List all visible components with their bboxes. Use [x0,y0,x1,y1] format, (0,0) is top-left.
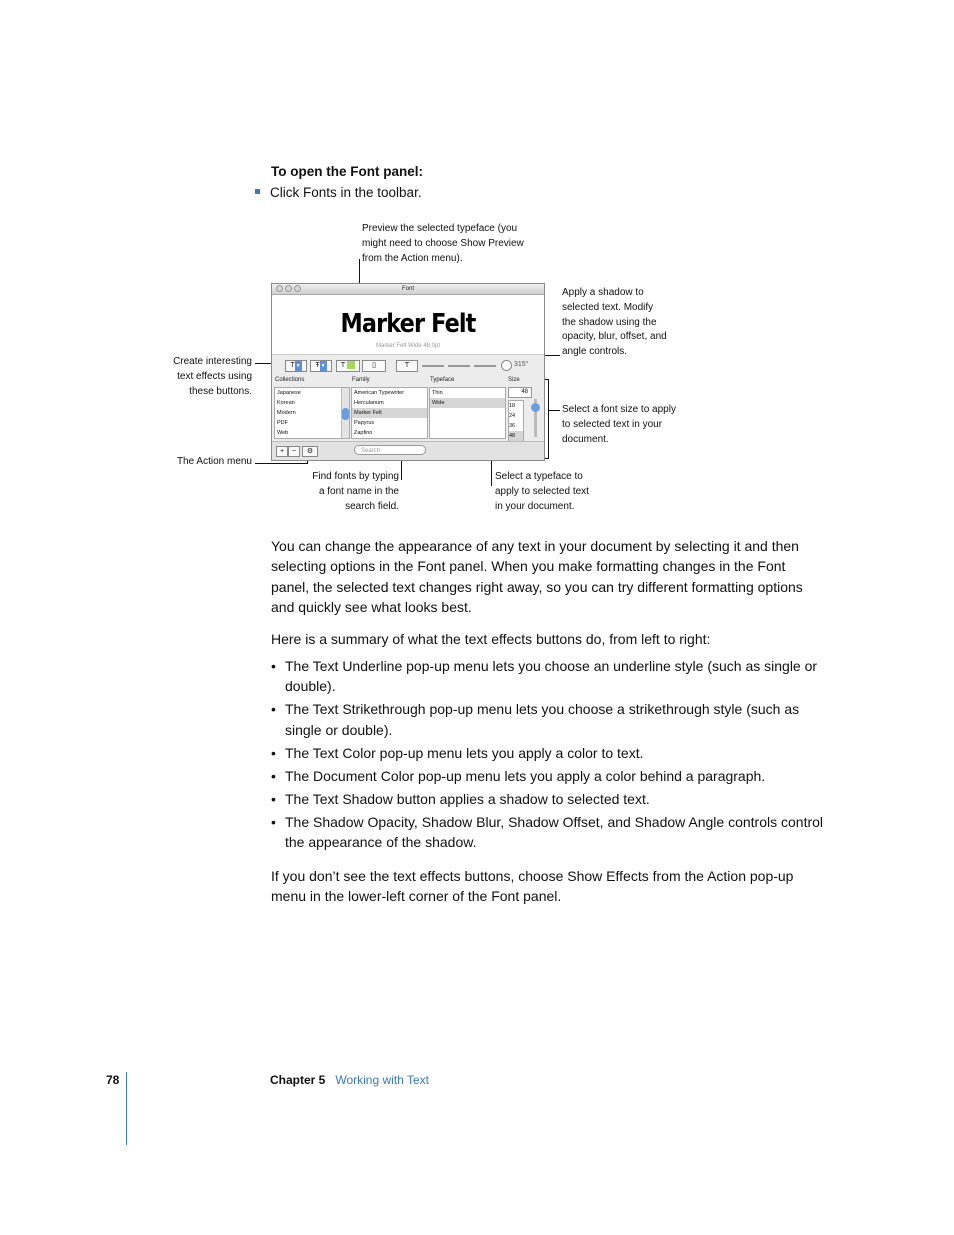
color-swatch-icon [347,361,355,369]
chapter-title-link[interactable]: Working with Text [335,1073,429,1087]
effects-bar [272,354,544,378]
leader-line [255,463,307,464]
section-heading: To open the Font panel: [271,164,423,179]
size-slider-thumb[interactable] [531,403,540,412]
list-item [271,812,827,853]
step-text: Click Fonts in the toolbar. [270,185,422,200]
document-color-button[interactable]: ▯ [362,360,386,372]
callout-line: Apply a shadow to [562,287,644,298]
step-item [255,185,422,200]
bullet-text: The Shadow Opacity, Shadow Blur, Shadow Offset, and Shadow Angle controls control the appearance of the shadow. [285,813,824,851]
paragraph-show-effects: If you don’t see the text effects buttons, choose Show Effects from the Action pop-up menu in the lower-left corner of the Font panel. [271,868,794,905]
action-menu-button[interactable] [302,446,318,457]
collections-list[interactable] [274,387,350,439]
gear-icon: ⚙ [306,448,314,455]
list-item [271,789,827,809]
callout-line: the shadow using the [562,316,657,328]
callout-search [280,470,399,514]
remove-collection-button[interactable]: − [288,446,300,457]
font-columns [272,377,544,441]
callout-action: The Action menu [176,456,252,467]
bullet-text: The Document Color pop-up menu lets you apply a color behind a paragraph. [285,767,766,784]
callout-line: document. [562,433,609,445]
column-header-typeface: Typeface [430,377,455,383]
scrollbar[interactable] [341,388,349,438]
list-item[interactable]: Zapfino [354,430,373,436]
bullet-icon: • [271,701,276,718]
bottom-bar [272,441,544,461]
list-item[interactable]: 36 [509,423,516,429]
bullet-text: The Text Strikethrough pop-up menu lets you choose a strikethrough style (such as single or double). [285,701,800,738]
bullet-icon: • [271,813,276,830]
callout-line: a font name in the [318,485,399,497]
callout-line: Find fonts by typing [312,471,399,482]
callout-line: selected text. Modify [562,301,654,313]
chevron-down-icon: ▼ [295,363,301,369]
bullet-text: The Text Underline pop-up menu lets you choose an underline style (such as single or double). [285,658,818,695]
paragraph-summary: Here is a summary of what the text effects buttons do, from left to right: [271,631,711,647]
callout-line: opacity, blur, offset, and [562,331,667,343]
callout-line: in your document. [495,500,575,512]
size-list[interactable] [508,400,524,442]
list-item[interactable]: American Typewriter [354,390,405,396]
bullet-icon: • [271,790,276,807]
list-item-selected[interactable]: Wide [430,398,505,408]
page-number: 78 [106,1073,120,1087]
list-item-selected[interactable]: Marker Felt [352,408,427,418]
footer-chapter [270,1073,429,1087]
callout-line: to selected text in your [562,418,663,430]
square-bullet-icon [255,189,260,194]
callout-line: Preview the selected typeface (you [362,223,518,234]
list-item[interactable]: 18 [509,403,516,409]
chevron-down-icon: ▼ [320,363,326,369]
window-title: Font [401,286,414,292]
callout-line: Create interesting [173,356,252,367]
list-item[interactable]: Thin [432,390,443,396]
column-header-collections: Collections [275,377,305,383]
preview-font-info: Marker Felt Wide 48.0pt [375,343,441,349]
list-item [271,699,827,740]
list-item[interactable]: 24 [509,413,516,419]
size-panel [508,387,532,439]
footer-rule [126,1072,127,1145]
callout-line: these buttons. [189,385,252,397]
list-item[interactable]: Korean [277,400,295,406]
effects-bullet-list [271,656,827,855]
list-item [271,766,827,786]
size-input[interactable]: 48 [508,387,532,398]
callout-typeface [495,470,589,514]
font-panel [271,283,545,461]
title-bar [272,284,544,295]
list-item[interactable]: Web [277,430,289,436]
search-input[interactable]: Search [354,445,426,455]
callout-line: might need to choose Show Preview [362,237,524,249]
callout-preview [362,222,524,266]
text-shadow-button[interactable]: T [396,360,418,372]
angle-value: 315° [514,361,529,368]
bullet-icon: • [271,658,276,674]
callout-line: from the Action menu). [362,252,463,264]
bullet-icon: • [271,744,276,761]
paragraph-intro: You can change the appearance of any text in your document by selecting it and then selecting options in the Font panel. When you make formatting changes in the Font panel, the selected text changes right away, so you can try different formatting options and quickly see what looks best. [271,538,803,616]
shadow-opacity-slider[interactable] [422,365,444,367]
shadow-offset-slider[interactable] [474,365,496,367]
callout-line: text effects using [177,370,252,382]
shadow-angle-dial[interactable] [501,360,512,371]
bullet-text: The Text Color pop-up menu lets you apply a color to text. [285,744,644,761]
list-item[interactable]: Papyrus [354,420,375,426]
bullet-icon: • [271,767,276,784]
list-item [271,656,827,697]
list-item[interactable]: PDF [277,420,288,426]
list-item[interactable]: Japanese [277,390,301,396]
list-item-selected[interactable]: 48 [509,431,523,441]
callout-line: search field. [345,500,399,512]
scroll-thumb[interactable] [342,408,349,420]
shadow-blur-slider[interactable] [448,365,470,367]
add-collection-button[interactable]: + [276,446,288,457]
text-strikethrough-button[interactable]: Ŧ▼ [310,360,332,372]
bullet-text: The Text Shadow button applies a shadow to selected text. [285,790,650,807]
callout-size [562,403,676,447]
callout-line: angle controls. [562,346,628,358]
preview-text: Marker Felt [340,309,476,339]
typeface-list[interactable] [429,387,506,439]
callout-effects [150,355,252,399]
preview-area [272,295,544,353]
callout-line: apply to selected text [495,485,589,497]
column-header-family: Family [352,377,370,383]
column-header-size: Size [508,377,520,383]
text-color-button[interactable]: T [336,360,360,372]
callout-line: Select a typeface to [495,471,583,482]
callout-line: Select a font size to apply [562,404,676,415]
list-item[interactable]: Herculanum [354,400,384,406]
text-underline-button[interactable]: T▼ [285,360,307,372]
leader-line [548,410,560,411]
chapter-label: Chapter 5 [270,1073,326,1087]
leader-line [548,379,549,459]
family-list[interactable] [351,387,428,439]
callout-shadow [562,286,667,360]
list-item [271,743,827,763]
list-item[interactable]: Modern [277,410,296,416]
